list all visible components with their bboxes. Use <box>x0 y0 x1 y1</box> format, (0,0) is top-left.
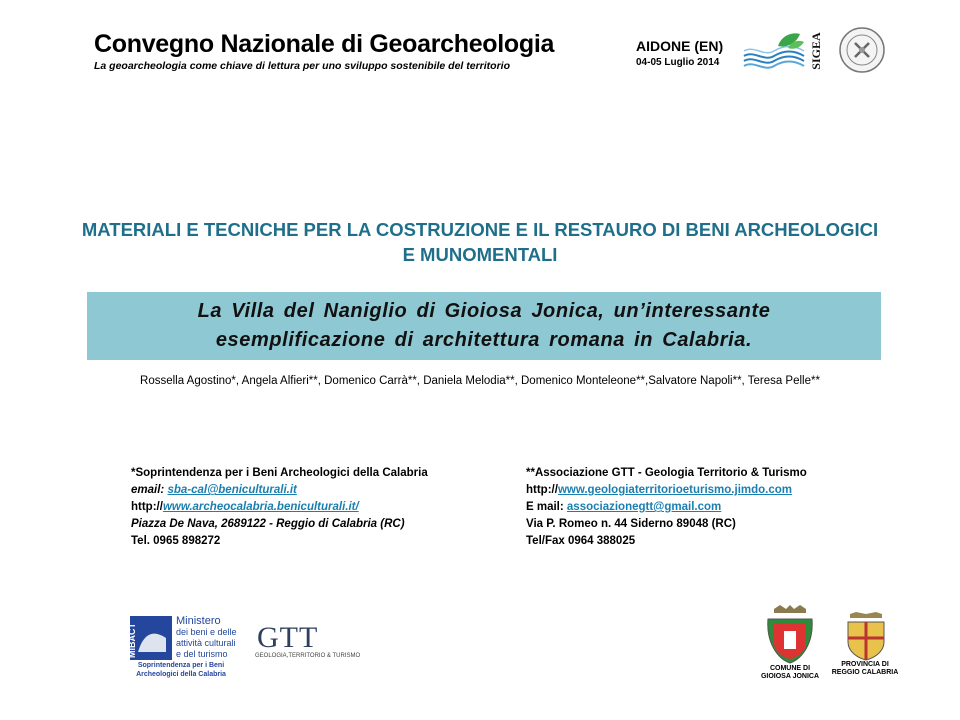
paper-title-line-2: esemplificazione di architettura romana in Calabria. <box>215 329 753 351</box>
mibact-line-4: e del turismo <box>176 649 228 659</box>
conference-venue: AIDONE (EN) <box>636 38 724 54</box>
reggio-caption-line-1: PROVINCIA DI <box>841 661 889 668</box>
mibact-caption-line-1: Soprintendenza per i Beni <box>137 662 225 669</box>
address: Via P. Romeo n. 44 Siderno 89048 (RC) <box>526 518 736 530</box>
affiliation-name: *Soprintendenza per i Beni Archeologici della Calabria <box>131 467 428 479</box>
mibact-ministry-text <box>176 616 237 660</box>
telephone: Tel/Fax 0964 388025 <box>526 535 636 547</box>
reggio-caption-line-2: REGGIO CALABRIA <box>831 669 899 676</box>
website-link[interactable]: www.archeocalabria.beniculturali.it/ <box>162 501 359 513</box>
mibact-line-2: dei beni e delle <box>176 627 237 637</box>
author-list: Rossella Agostino*, Angela Alfieri**, Domenico Carrà**, Daniela Melodia**, Domenico Monteleone**,Salvatore Napoli**, Teresa Pelle** <box>140 375 820 387</box>
reggio-calabria-crest <box>838 612 894 662</box>
affiliation-soprintendenza <box>131 465 428 550</box>
web-prefix: http:// <box>526 484 558 496</box>
paper-title <box>87 297 881 355</box>
mibact-line-3: attività culturali <box>176 638 236 648</box>
mibact-caption <box>126 661 236 679</box>
conference-dates: 04-05 Luglio 2014 <box>636 57 720 68</box>
email-label: email: <box>131 484 168 496</box>
sigea-label: SIGEA <box>809 32 823 70</box>
website-line <box>526 482 807 499</box>
conference-subtitle: La geoarcheologia come chiave di lettura per uno sviluppo sostenibile del territorio <box>94 60 511 72</box>
email-line <box>131 482 428 499</box>
website-link[interactable]: www.geologiaterritorioeturismo.jimdo.com <box>557 484 793 496</box>
gioiosa-caption-line-2: GIOIOSA JONICA <box>760 673 820 680</box>
conference-title: Convegno Nazionale di Geoarcheologia <box>94 30 555 58</box>
gioiosa-caption-line-1: COMUNE DI <box>769 665 811 672</box>
gtt-logo <box>255 617 365 667</box>
email-label: E mail: <box>526 501 567 513</box>
section-heading: MATERIALI E TECNICHE PER LA COSTRUZIONE E IL RESTAURO DI BENI ARCHEOLOGICI E MUNOMENTALI <box>81 219 879 265</box>
affiliation-name: **Associazione GTT - Geologia Territorio & Turismo <box>526 467 807 479</box>
gioiosa-jonica-crest <box>760 603 820 667</box>
mibact-abbr: MiBACT <box>127 623 137 658</box>
reggio-caption <box>826 661 904 677</box>
email-line <box>526 499 807 516</box>
address: Piazza De Nava, 2689122 - Reggio di Calabria (RC) <box>131 518 405 530</box>
gtt-caption: GEOLOGIA,TERRITORIO & TURISMO <box>255 653 361 659</box>
web-prefix: http:// <box>131 501 163 513</box>
affiliation-gtt <box>526 465 807 550</box>
website-line <box>131 499 428 516</box>
paper-title-line-1: La Villa del Naniglio di Gioiosa Jonica, un’interessante <box>197 300 771 322</box>
email-link[interactable]: sba-cal@beniculturali.it <box>167 484 297 496</box>
mibact-line-1: Ministero <box>176 615 221 627</box>
ordine-geologi-seal <box>838 26 886 74</box>
email-link[interactable]: associazionegtt@gmail.com <box>566 501 722 513</box>
gioiosa-caption <box>752 665 828 681</box>
sigea-logo <box>740 26 830 76</box>
telephone: Tel. 0965 898272 <box>131 535 221 547</box>
gtt-logo-text: GTT <box>257 621 319 654</box>
mibact-caption-line-2: Archeologici della Calabria <box>136 671 226 678</box>
